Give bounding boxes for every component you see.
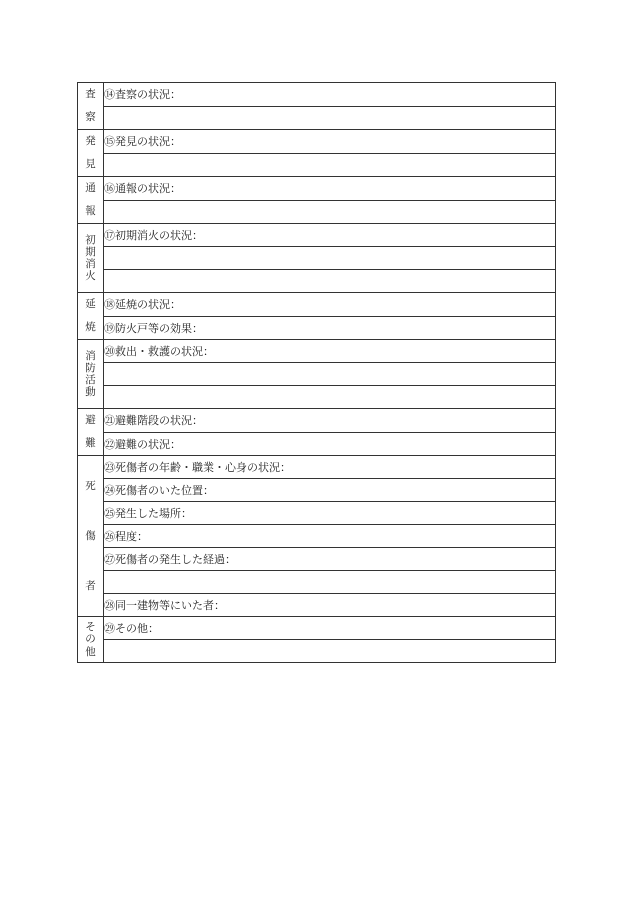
field-hinan-status[interactable]: ㉒避難の状況： [104,432,556,456]
field-hassei-basho[interactable]: ㉕発生した場所： [104,502,556,525]
field-hinan-kaidan-status[interactable]: ㉑避難階段の状況： [104,409,556,433]
category-char: 死 [85,479,96,492]
field-shoki-shouka-status[interactable]: ⑰初期消火の状況： [104,224,556,247]
field-tsuho-status[interactable]: ⑯通報の状況： [104,177,556,201]
field-sonota[interactable]: ㉙その他： [104,617,556,640]
field-sasatsu-status[interactable]: ⑭査察の状況： [104,83,556,107]
category-hakken [78,130,104,177]
category-char: 防 [85,361,96,374]
field-hakken-status[interactable]: ⑮発見の状況： [104,130,556,154]
category-shoki-shouka [78,224,104,293]
category-shishousha [78,456,104,617]
category-char: 発 [85,135,96,148]
category-char: 者 [85,579,96,592]
category-char: 避 [85,414,96,427]
category-char: 他 [85,645,96,658]
field-blank[interactable] [104,386,556,409]
category-enshou [78,293,104,340]
field-enshou-status[interactable]: ⑱延焼の状況： [104,293,556,317]
field-kyushutsu-status[interactable]: ⑳救出・救護の状況： [104,340,556,363]
category-sasatsu [78,83,104,130]
category-char: 消 [85,258,96,270]
category-char: 焼 [85,321,96,334]
category-sonota [78,617,104,663]
field-hassei-keika[interactable]: ㉗死傷者の発生した経過： [104,548,556,571]
row-sasatsu-1 [78,83,556,107]
category-hinan [78,409,104,456]
category-char: 傷 [85,529,96,542]
category-char: 察 [85,111,96,124]
category-char: 初 [85,233,96,246]
category-char: 難 [85,437,96,450]
field-blank[interactable] [104,640,556,663]
category-char: 活 [85,374,96,386]
category-char: 火 [85,270,96,283]
field-blank[interactable] [104,363,556,386]
category-char: 延 [85,298,96,311]
field-shishousha-profile[interactable]: ㉓死傷者の年齢・職業・心身の状況： [104,456,556,479]
category-char: 通 [85,182,96,195]
field-blank[interactable] [104,247,556,270]
category-char: の [85,633,96,646]
field-blank[interactable] [104,270,556,293]
field-blank[interactable] [104,153,556,177]
category-char: 消 [85,349,96,362]
category-char: 動 [85,386,96,399]
category-char: 見 [85,158,96,171]
field-boukado-effect[interactable]: ⑲防火戸等の効果： [104,316,556,340]
report-form-table [77,82,556,663]
category-tsuho [78,177,104,224]
field-doitsu-tatemono[interactable]: ㉘同一建物等にいた者： [104,594,556,617]
field-shishousha-position[interactable]: ㉔死傷者のいた位置： [104,479,556,502]
field-teido[interactable]: ㉖程度： [104,525,556,548]
category-char: そ [85,621,96,634]
field-blank[interactable] [104,106,556,130]
category-char: 査 [85,88,96,101]
field-blank[interactable] [104,571,556,594]
category-char: 期 [85,245,96,258]
category-char: 報 [85,205,96,218]
field-blank[interactable] [104,200,556,224]
category-shoubou-katsudou [78,340,104,409]
